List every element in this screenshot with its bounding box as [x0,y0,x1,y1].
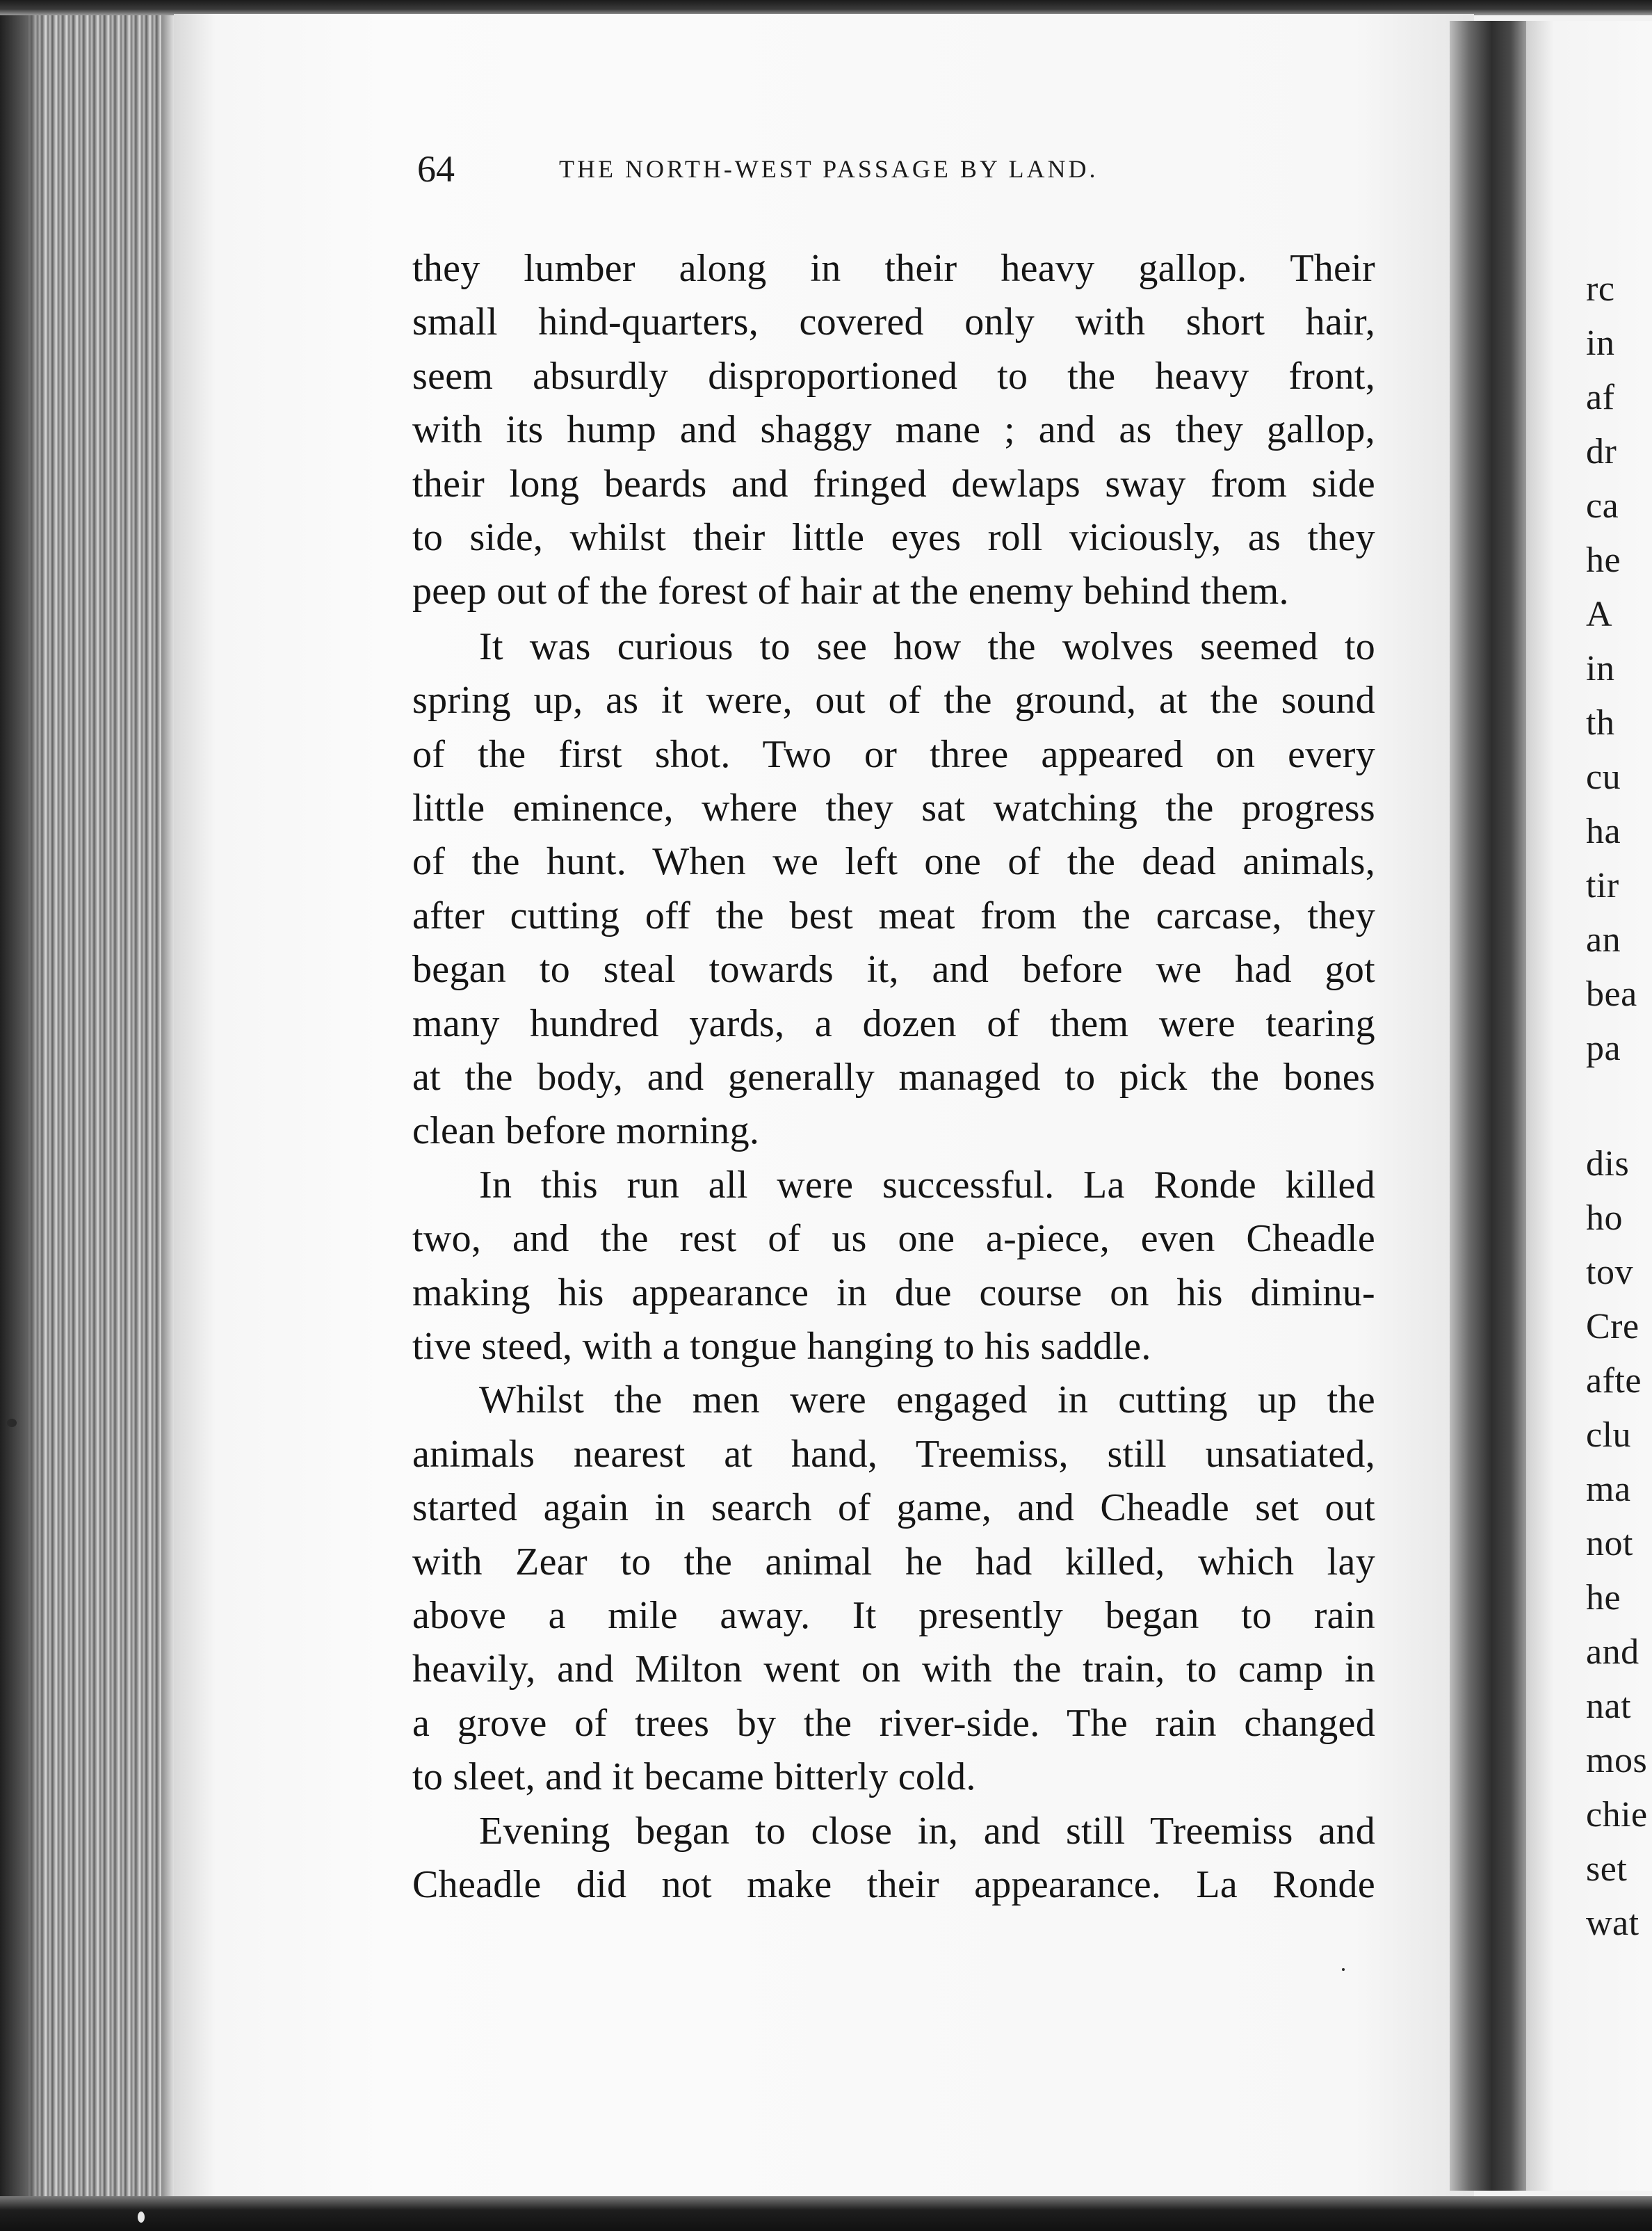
facing-page-text-fragment: cu [1586,757,1621,797]
running-header: THE NORTH-WEST PASSAGE BY LAND. [559,155,1099,183]
facing-page-text-fragment: mos [1586,1741,1648,1780]
text-line: of the first shot. Two or three appeared on every [412,732,1375,776]
left-scan-shadow [0,0,42,2231]
text-line: with Zear to the animal he had killed, which lay [412,1540,1375,1584]
text-line: at the body, and generally managed to pick the bones [412,1056,1375,1099]
facing-page-text-fragment: clu [1586,1415,1632,1455]
scan-speck [1342,1968,1345,1971]
facing-page-text-fragment: ca [1586,486,1619,526]
text-line: they lumber along in their heavy gallop. Their [412,247,1375,290]
text-line: seem absurdly disproportioned to the heavy front, [412,354,1375,398]
facing-page-text-fragment: he [1586,540,1621,580]
text-line: small hind-quarters, covered only with short hair, [412,300,1375,344]
facing-page-text-fragment: Cre [1586,1307,1639,1346]
facing-page-text-fragment: th [1586,703,1615,743]
text-line: of the hunt. When we left one of the dead animals, [412,840,1375,884]
text-line: many hundred yards, a dozen of them were tearing [412,1001,1375,1045]
text-line: spring up, as it were, out of the ground, at the sound [412,679,1375,723]
bottom-scan-border [0,2196,1652,2231]
text-line: It was curious to see how the wolves seemed to [479,625,1375,668]
facing-page-text-fragment: ha [1586,812,1621,851]
text-line: Evening began to close in, and still Treemiss and [479,1809,1375,1853]
text-line: to sleet, and it became bitterly cold. [412,1755,976,1799]
text-line: making his appearance in due course on his diminu- [412,1271,1375,1314]
facing-page-text-fragment: dr [1586,432,1617,472]
binding-gutter [1450,21,1526,2191]
text-line: peep out of the forest of hair at the enemy behind them. [412,570,1289,613]
text-line: a grove of trees by the river-side. The rain changed [412,1701,1375,1745]
text-line: began to steal towards it, and before we had got [412,948,1375,992]
page-number: 64 [417,148,455,190]
facing-page-text-fragment: ho [1586,1198,1623,1238]
text-line: little eminence, where they sat watching the progress [412,787,1375,830]
text-line: heavily, and Milton went on with the train, to camp in [412,1648,1375,1691]
facing-page-text-fragment: he [1586,1578,1621,1618]
facing-page-text-fragment: tir [1586,866,1619,905]
scan-speck [138,2212,145,2223]
facing-page-text-fragment: rc [1586,269,1615,309]
facing-page-text-fragment: pa [1586,1029,1621,1068]
text-line: Whilst the men were engaged in cutting up the [479,1378,1375,1422]
text-line: to side, whilst their little eyes roll viciously, as they [412,516,1375,559]
facing-page-text-fragment: afte [1586,1361,1642,1401]
text-line: In this run all were successful. La Ronde killed [479,1163,1375,1207]
text-line: with its hump and shaggy mane ; and as they gallop, [412,408,1375,452]
facing-page-text-fragment: ma [1586,1469,1631,1509]
text-line: their long beards and fringed dewlaps sway from side [412,462,1375,506]
facing-page [1526,21,1652,2191]
text-line: two, and the rest of us one a-piece, even Cheadle [412,1217,1375,1261]
facing-page-text-fragment: af [1586,378,1615,417]
facing-page-text-fragment: in [1586,649,1615,688]
facing-page-text-fragment: tov [1586,1253,1633,1292]
facing-page-text-fragment: not [1586,1524,1633,1563]
facing-page-text-fragment: chie [1586,1795,1648,1835]
text-line: tive steed, with a tongue hanging to his saddle. [412,1325,1151,1368]
facing-page-text-fragment: an [1586,920,1621,960]
facing-page-text-fragment: nat [1586,1686,1632,1726]
text-line: after cutting off the best meat from the carcase, they [412,894,1375,937]
text-line: clean before morning. [412,1109,760,1153]
facing-page-text-fragment: wat [1586,1903,1639,1943]
text-line: above a mile away. It presently began to rain [412,1594,1375,1637]
facing-page-text-fragment: bea [1586,974,1637,1014]
facing-page-text-fragment: in [1586,323,1615,363]
scan-speck [7,1419,17,1427]
text-line: Cheadle did not make their appearance. La Ronde [412,1863,1375,1906]
facing-page-text-fragment: dis [1586,1144,1630,1184]
text-line: animals nearest at hand, Treemiss, still unsatiated, [412,1432,1375,1476]
top-scan-border [0,0,1652,15]
facing-page-text-fragment: and [1586,1632,1639,1672]
text-line: started again in search of game, and Cheadle set out [412,1486,1375,1530]
facing-page-text-fragment: set [1586,1849,1628,1889]
facing-page-text-fragment: A [1586,595,1613,634]
